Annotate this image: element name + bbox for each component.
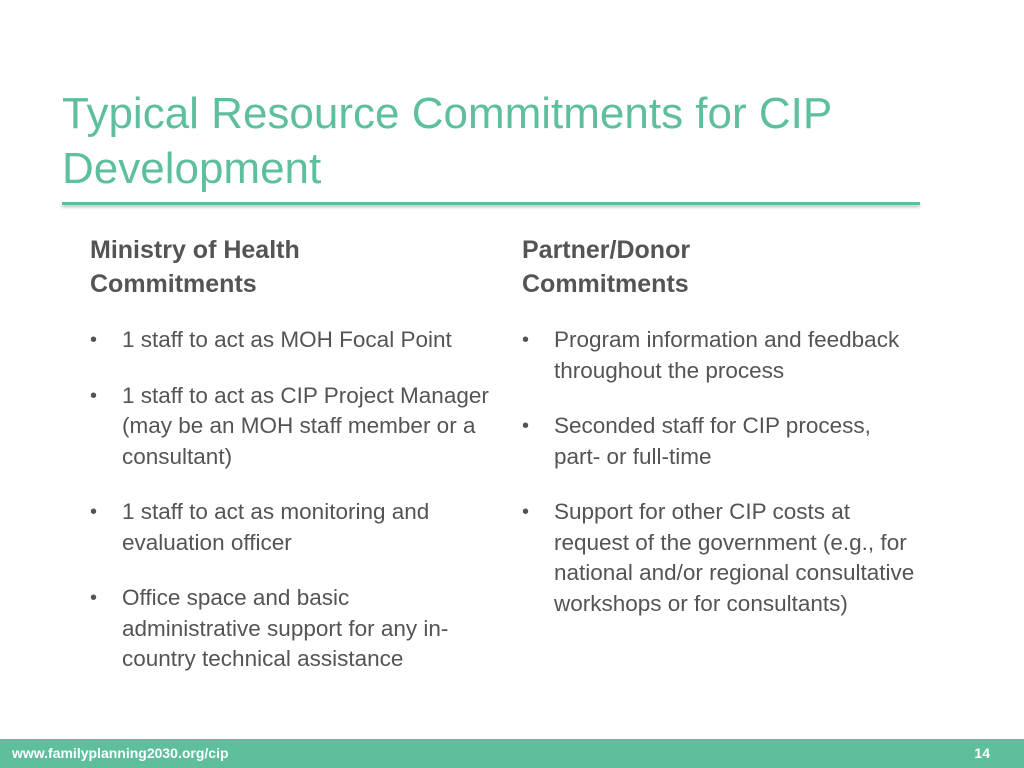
list-item [90, 325, 490, 356]
bullet-text: 1 staff to act as MOH Focal Point [122, 327, 452, 352]
partner-heading-line1: Partner/Donor [522, 236, 691, 264]
bullet-icon: • [522, 501, 530, 523]
list-item [522, 325, 922, 386]
partner-commitments-heading [522, 233, 922, 301]
moh-commitments-column [90, 233, 490, 700]
moh-heading-line2: Commitments [90, 270, 257, 298]
bullet-text: Seconded staff for CIP process, part- or full-time [554, 413, 871, 469]
list-item [90, 497, 490, 558]
bullet-icon: • [90, 587, 98, 609]
list-item [90, 583, 490, 675]
bullet-icon: • [90, 384, 98, 407]
list-item [522, 411, 922, 472]
bullet-text: 1 staff to act as CIP Project Manager (may be an MOH staff member or a consultant) [122, 382, 489, 469]
moh-commitments-heading [90, 233, 490, 301]
moh-heading-line1: Ministry of Health [90, 236, 300, 264]
bullet-icon: • [522, 415, 530, 437]
title-divider [62, 202, 920, 205]
slide-title: Typical Resource Commitments for CIP Development [62, 89, 832, 193]
bullet-icon: • [522, 329, 530, 351]
partner-commitments-list [522, 325, 922, 619]
footer-bar [0, 739, 1024, 768]
bullet-icon: • [90, 501, 98, 523]
moh-commitments-list [90, 325, 490, 675]
bullet-text: Support for other CIP costs at request of the government (e.g., for national and/or regional consultative workshops or for consultants) [554, 499, 915, 616]
bullet-text: 1 staff to act as monitoring and evaluation officer [122, 499, 430, 555]
footer-url-link[interactable]: www.familyplanning2030.org/cip [12, 745, 229, 761]
bullet-icon: • [90, 329, 98, 351]
partner-commitments-column [522, 233, 922, 644]
page-number: 14 [974, 745, 990, 761]
list-item [90, 381, 490, 473]
list-item [522, 497, 922, 619]
bullet-text: Office space and basic administrative support for any in-country technical assistance [122, 585, 449, 671]
partner-heading-line2: Commitments [522, 270, 689, 298]
bullet-text: Program information and feedback throughout the process [554, 327, 900, 383]
